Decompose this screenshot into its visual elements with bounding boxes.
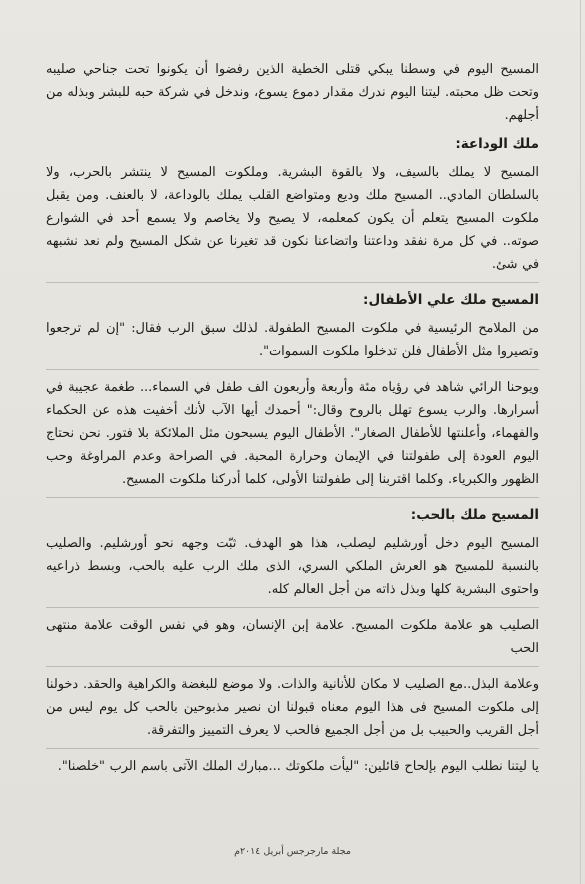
divider: [46, 369, 539, 370]
section-paragraph: المسيح اليوم دخل أورشليم ليصلب، هذا هو الهدف. ثبّت وجهه نحو أورشليم. والصليب بالنسبة للمسيح هو العرش الملكي السري، الذى ملك الرب عليه بالحب، وبسط ذراعيه واحتوى البشرية كلها وبذل ذاته من أجل العالم كله.: [46, 536, 539, 597]
divider: [46, 282, 539, 283]
section-heading: المسيح ملك بالحب:: [410, 507, 539, 523]
section-paragraph: المسيح لا يملك بالسيف، ولا بالقوة البشرية. وملكوت المسيح لا ينتشر بالحرب، ولا بالسلطان المادي.. المسيح ملك وديع ومتواضع القلب يملك بالوداعة، لا بالعنف. ومن يقبل ملكوت المسيح يتعلم أن يكون كمعلمه، لا يصيح ولا يخاصم ولا يسمع أحد في الشوارع صوته.. في كل مرة نفقد وداعتنا واتضاعنا نكون قد تغيرنا عن شكل المسيح ولم نعد نشبهه في شئ.: [46, 165, 539, 272]
page-footer: مجلة مارجرجس أبريل ٢٠١٤م: [234, 846, 351, 857]
section-paragraph: وعلامة البذل..مع الصليب لا مكان للأنانية والذات. ولا موضع للبغضة والكراهية والحقد. دخولنا إلى ملكوت المسيح فى هذا اليوم معناه قبولنا ان نصير مذبوحين بالحب كل يوم ليس من أجل القريب والحبيب بل من أجل الجميع فالحب لا يعرف التمييز والتفرقة.: [46, 677, 539, 738]
intro-paragraph: المسيح اليوم في وسطنا يبكي قتلى الخطية الذين رفضوا أن يكونوا تحت جناحي صليبه وتحت ظل محبته. ليتنا اليوم ندرك مقدار دموع يسوع، وندخل في شركة حبه للبشر وبذله من أجلهم.: [46, 62, 539, 123]
section-paragraph: من الملامح الرئيسية في ملكوت المسيح الطفولة. لذلك سبق الرب فقال: "إن لم ترجعوا وتصيروا مثل الأطفال فلن تدخلوا ملكوت السموات".: [46, 321, 539, 359]
section-paragraph: يا ليتنا نطلب اليوم بإلحاح قائلين: "ليأت ملكوتك ...مبارك الملك الآتى باسم الرب "خلصنا".: [57, 759, 539, 774]
section-paragraph: الصليب هو علامة ملكوت المسيح. علامة إبن الإنسان، وهو في نفس الوقت علامة منتهى الحب: [46, 618, 539, 656]
divider: [46, 607, 539, 608]
divider: [46, 748, 539, 749]
divider: [46, 666, 539, 667]
section-heading: المسيح ملك علي الأطفال:: [363, 292, 539, 308]
section-children: [46, 289, 539, 491]
divider: [46, 497, 539, 498]
section-heading: ملك الوداعة:: [455, 136, 539, 152]
section-love: [46, 504, 539, 778]
section-paragraph: ويوحنا الرائي شاهد في رؤياه مئة وأربعة وأربعون الف طفل في السماء... طغمة عجيبة في أسرارها. والرب يسوع تهلل بالروح وقال:" أحمدك أيها الآب لأنك أخفيت هذه عن الحكماء والفهماء، وأعلنتها للأطفال الصغار". الأطفال اليوم يسبحون مثل الملائكة بلا فتور. نحن نحتاج اليوم العودة إلى طفولتنا في الإيمان وحرارة المحبة. في الصراحة وعدم المراوغة وحب الظهور والكبرياء. وكلما اقتربنا إلى طفولتنا الأولى، كلما أدركنا ملكوت المسيح.: [46, 380, 539, 487]
section-meekness: [46, 133, 539, 276]
